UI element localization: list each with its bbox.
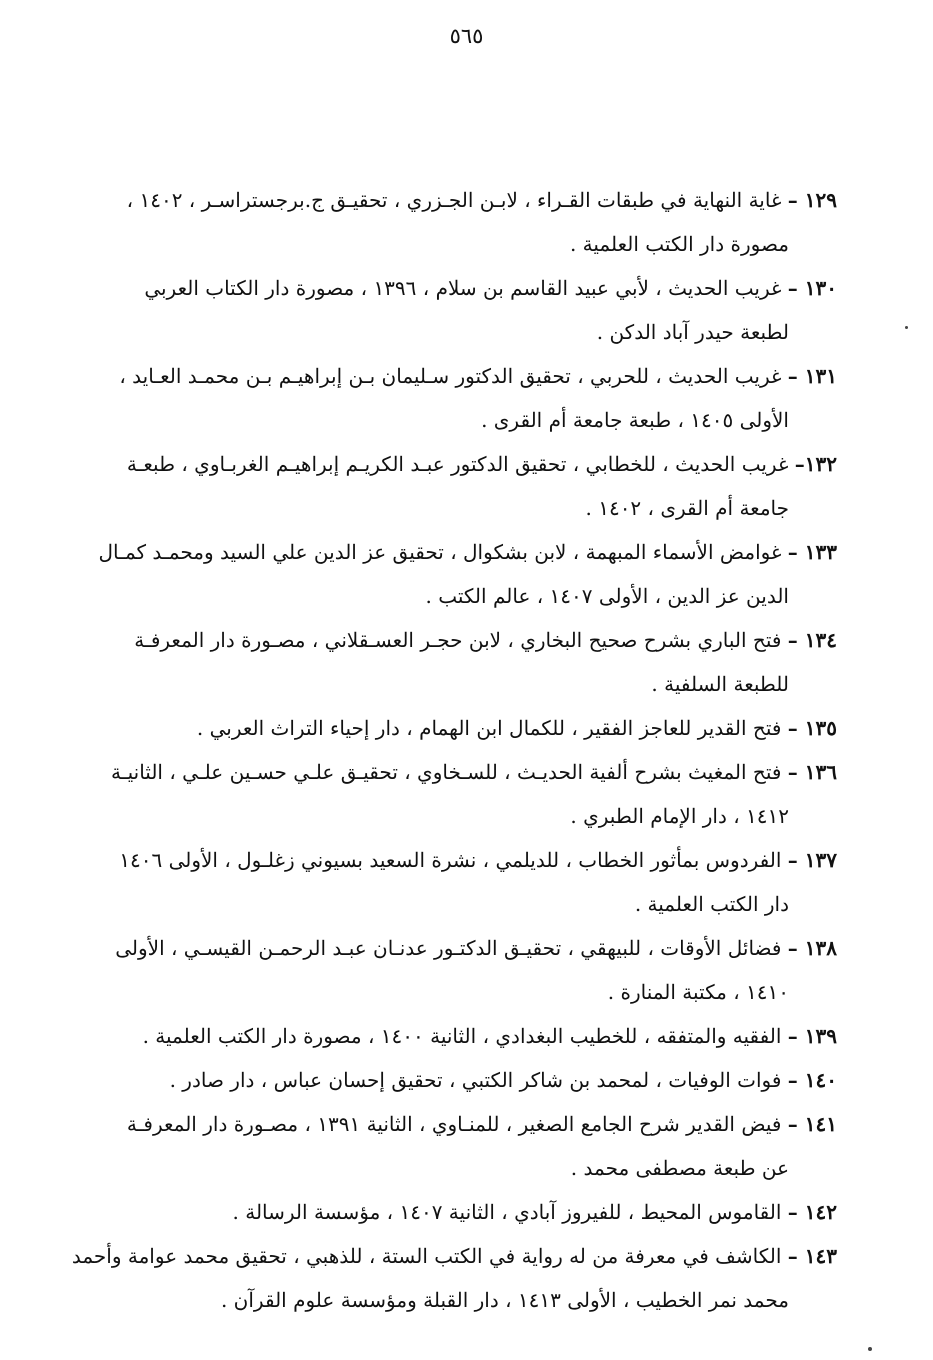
entry-text: غريب الحديث ، للحربي ، تحقيق الدكتور سـليمان بـن إبراهيـم بـن محمـد العـايد ، (119, 364, 782, 388)
bibliography-entry (132, 1190, 837, 1234)
entry-text: فوات الوفيات ، لمحمد بن شاكر الكتبي ، تحقيق إحسان عباس ، دار صادر . (169, 1068, 782, 1092)
entry-text: فيض القدير شرح الجامع الصغير ، للمنـاوي ، الثانية ١٣٩١ ، مصـورة دار المعرفـة (126, 1112, 782, 1136)
bibliography-entry (132, 706, 837, 750)
entry-text: غاية النهاية في طبقات القـراء ، لابـن الجـزري ، تحقيـق ج.برجستراسـر ، ١٤٠٢ ، (126, 188, 782, 212)
entry-number: ١٣٣ – (787, 540, 837, 564)
entry-number: ١٣٤ – (787, 628, 837, 652)
entry-text: فتح الباري بشرح صحيح البخاري ، لابن حجـر العسـقلاني ، مصـورة دار المعرفـة (134, 628, 782, 652)
entry-text: الفردوس بمأثور الخطاب ، للديلمي ، نشرة السعيد بسيوني زغلـول ، الأولى ١٤٠٦ (119, 848, 782, 872)
bibliography-entry (115, 926, 837, 1014)
bibliography-entry (126, 442, 837, 530)
bibliography-entry (132, 1058, 837, 1102)
bibliography-entry (132, 266, 837, 354)
bibliography-entry (119, 838, 837, 926)
entry-number: ١٤١ – (787, 1112, 837, 1136)
bibliography-entry (111, 750, 837, 838)
bibliography-entry (126, 1102, 837, 1190)
entry-number: ١٣٢– (794, 452, 837, 476)
entry-text: غوامض الأسماء المبهمة ، لابن بشكوال ، تحقيق عز الدين علي السيد ومحمـد كمـال (98, 540, 782, 564)
entry-continuation: عن طبعة مصطفى محمد . (570, 1156, 789, 1180)
entry-number: ١٣٧ – (787, 848, 837, 872)
entry-continuation: دار الكتب العلمية . (634, 892, 789, 916)
entry-number: ١٢٩ – (787, 188, 837, 212)
entry-text: القاموس المحيط ، للفيروز آبادي ، الثانية ١٤٠٧ ، مؤسسة الرسالة . (232, 1200, 782, 1224)
scan-speck (868, 1347, 872, 1351)
bibliography-entry (119, 354, 837, 442)
entry-text: غريب الحديث ، للخطابي ، تحقيق الدكتور عبـد الكريـم إبراهيـم الغربـاوي ، طبعـة (126, 452, 789, 476)
bibliography-entry (132, 618, 837, 706)
entry-text: فتح القدير للعاجز الفقير ، للكمال ابن الهمام ، دار إحياء التراث العربي . (196, 716, 782, 740)
entry-number: ١٣٥ – (787, 716, 837, 740)
bibliography-entry (71, 1234, 837, 1322)
bibliography-entry (98, 530, 837, 618)
entry-continuation: ١٤١٢ ، دار الإمام الطبري . (570, 804, 789, 828)
entry-text: فتح المغيث بشرح ألفية الحديـث ، للسـخاوي ، تحقيـق علـي حسـين علـي ، الثانيـة (111, 760, 782, 784)
entry-continuation: ١٤١٠ ، مكتبة المنارة . (607, 980, 789, 1004)
entry-text: فضائل الأوقات ، للبيهقي ، تحقيـق الدكتـور عدنـان عبـد الرحمـن القيسـي ، الأولى (115, 936, 782, 960)
bibliography-list (71, 178, 837, 1322)
entry-continuation: جامعة أم القرى ، ١٤٠٢ . (585, 496, 789, 520)
page-number: ٥٦٥ (449, 24, 484, 48)
entry-continuation: الدين عز الدين ، الأولى ١٤٠٧ ، عالم الكتب . (425, 584, 789, 608)
entry-text: الكاشف في معرفة من له رواية في الكتب الستة ، للذهبي ، تحقيق محمد عوامة وأحمد (71, 1244, 782, 1268)
entry-continuation: مصورة دار الكتب العلمية . (569, 232, 789, 256)
entry-continuation: لطبعة حيدر آباد الدكن . (596, 320, 789, 344)
scan-speck (905, 326, 908, 329)
entry-number: ١٣٩ – (787, 1024, 837, 1048)
entry-continuation: للطبعة السلفية . (651, 672, 789, 696)
entry-number: ١٣١ – (787, 364, 837, 388)
entry-continuation: محمد نمر الخطيب ، الأولى ١٤١٣ ، دار القبلة ومؤسسة علوم القرآن . (220, 1288, 789, 1312)
entry-number: ١٣٨ – (787, 936, 837, 960)
entry-number: ١٤٠ – (787, 1068, 837, 1092)
entry-text: الفقيه والمتفقه ، للخطيب البغدادي ، الثانية ١٤٠٠ ، مصورة دار الكتب العلمية . (142, 1024, 782, 1048)
entry-number: ١٣٠ – (787, 276, 837, 300)
bibliography-entry (126, 178, 837, 266)
entry-number: ١٣٦ – (787, 760, 837, 784)
entry-text: غريب الحديث ، لأبي عبيد القاسم بن سلام ، ١٣٩٦ ، مصورة دار الكتاب العربي (144, 276, 782, 300)
entry-continuation: الأولى ١٤٠٥ ، طبعة جامعة أم القرى . (481, 408, 789, 432)
entry-number: ١٤٢ – (787, 1200, 837, 1224)
bibliography-entry (132, 1014, 837, 1058)
entry-number: ١٤٣ – (787, 1244, 837, 1268)
